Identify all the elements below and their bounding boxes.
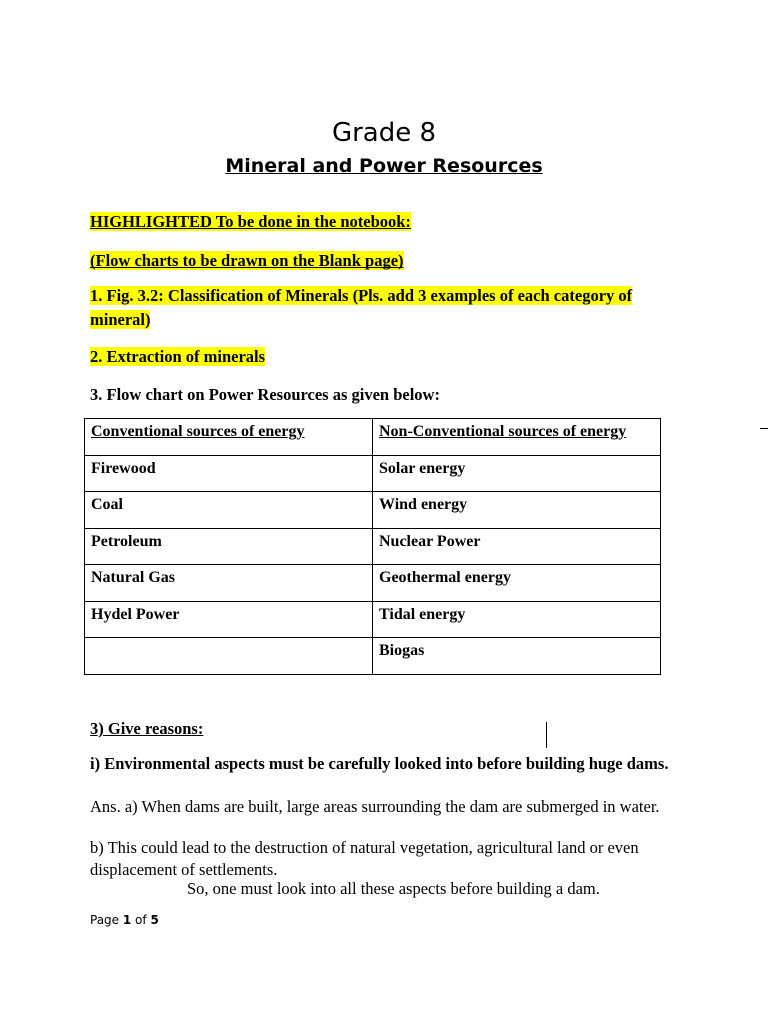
document-subtitle: Mineral and Power Resources (225, 155, 543, 177)
page-label: Page (90, 913, 123, 927)
table-cell: Nuclear Power (373, 528, 661, 565)
reason-conclusion: So, one must look into all these aspects before building a dam. (187, 879, 600, 898)
instruction-text: 2. Extraction of minerals (90, 347, 266, 366)
table-cell: Geothermal energy (373, 565, 661, 602)
instruction-extraction (90, 345, 265, 369)
table-cell: Hydel Power (85, 601, 373, 638)
table-cell: Firewood (85, 455, 373, 492)
table-header-row (85, 419, 661, 456)
margin-mark (760, 428, 768, 429)
page-footer (90, 913, 159, 927)
table-cell: Coal (85, 492, 373, 529)
instruction-highlighted (90, 210, 411, 234)
reasons-heading: 3) Give reasons: (90, 719, 204, 738)
table-row (85, 601, 661, 638)
table-row (85, 528, 661, 565)
instruction-text: 3. Flow chart on Power Resources as given below: (90, 385, 440, 404)
table-row (85, 455, 661, 492)
reason-answer-a: Ans. a) When dams are built, large areas surrounding the dam are submerged in water. (90, 797, 660, 816)
table-cell (85, 638, 373, 675)
instruction-flowcharts (90, 249, 404, 273)
table-row (85, 638, 661, 675)
table-header-cell: Non-Conventional sources of energy (373, 419, 661, 456)
table-row (85, 565, 661, 602)
text-cursor-mark (546, 722, 547, 748)
energy-sources-table (84, 418, 661, 675)
table-cell: Tidal energy (373, 601, 661, 638)
page-current: 1 (122, 913, 132, 927)
reason-question: i) Environmental aspects must be carefully looked into before building huge dams. (90, 754, 669, 773)
table-cell: Natural Gas (85, 565, 373, 602)
instruction-text: (Flow charts to be drawn on the Blank page) (90, 251, 404, 270)
reason-answer-b: b) This could lead to the destruction of natural vegetation, agricultural land or even displacement of settlements. (90, 838, 639, 879)
table-cell: Biogas (373, 638, 661, 675)
document-title: Grade 8 (331, 118, 437, 148)
page-total: 5 (150, 913, 159, 927)
table-cell: Wind energy (373, 492, 661, 529)
instruction-classification (90, 284, 690, 332)
table-cell: Solar energy (373, 455, 661, 492)
table-header-cell: Conventional sources of energy (85, 419, 373, 456)
instruction-text: HIGHLIGHTED To be done in the notebook: (90, 212, 411, 231)
page-of: of (131, 913, 151, 927)
instruction-text: 1. Fig. 3.2: Classification of Minerals (Pls. add 3 examples of each category of mineral) (90, 286, 633, 329)
table-row (85, 492, 661, 529)
instruction-flowchart-power (90, 383, 440, 407)
table-cell: Petroleum (85, 528, 373, 565)
